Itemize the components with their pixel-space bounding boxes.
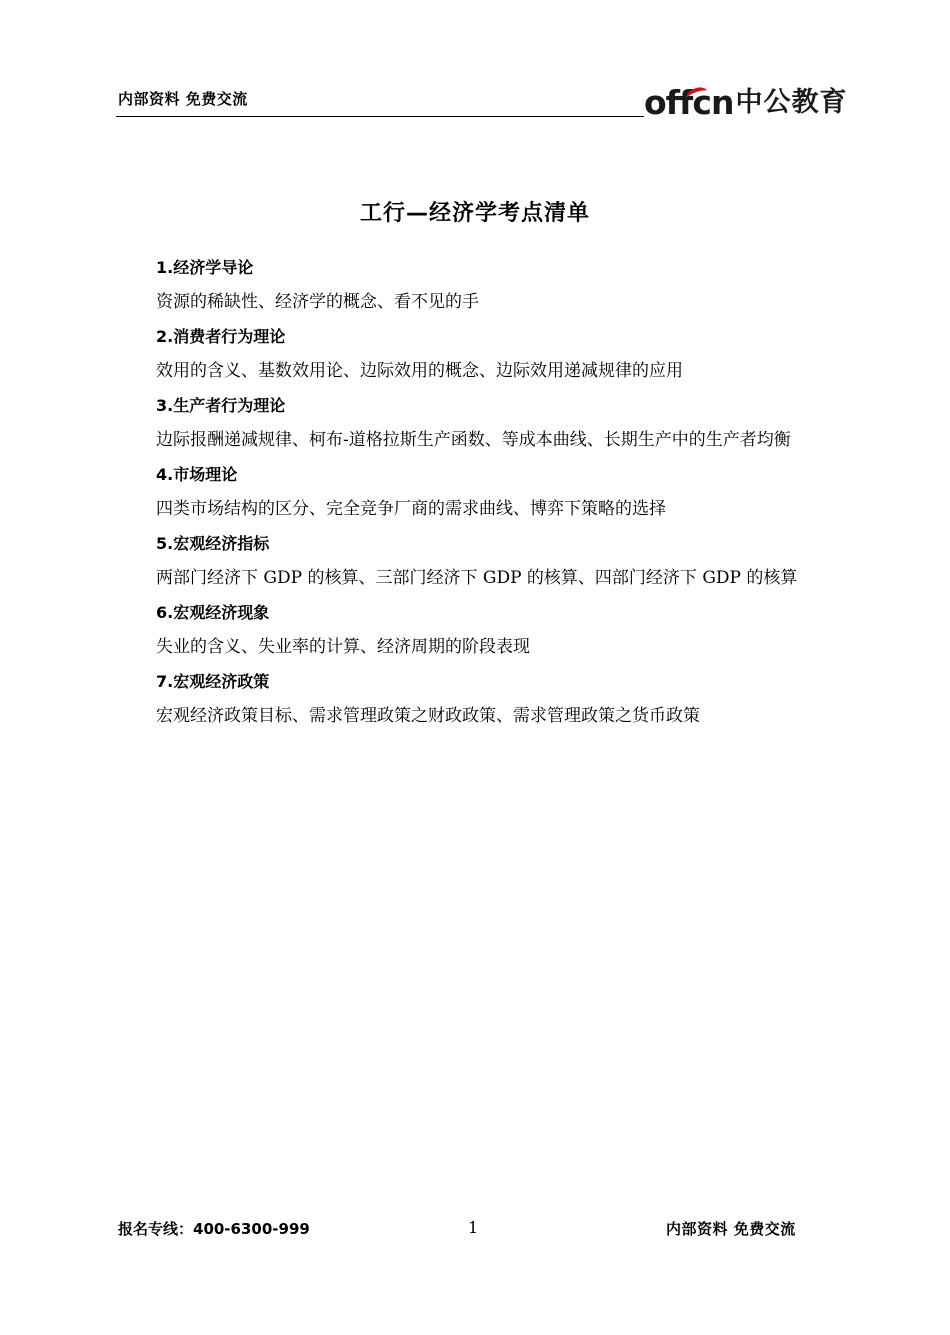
section-title: 1.经济学导论 <box>156 258 254 277</box>
footer-hotline: 报名专线：400-6300-999 <box>118 1220 310 1238</box>
section-title: 6.宏观经济现象 <box>156 603 270 622</box>
section-title: 4.市场理论 <box>156 465 238 484</box>
section-5 <box>118 531 834 593</box>
header-left-text: 内部资料 免费交流 <box>118 90 248 108</box>
section-3 <box>118 393 834 455</box>
document-title: 工行—经济学考点清单 <box>359 201 590 226</box>
section-body: 失业的含义、失业率的计算、经济周期的阶段表现 <box>156 637 530 657</box>
offcn-logo <box>644 76 847 120</box>
section-6 <box>118 600 834 662</box>
section-7 <box>118 669 834 731</box>
logo-english <box>644 83 734 122</box>
logo-chinese-text: 中公教育 <box>735 87 848 118</box>
section-body: 资源的稀缺性、经济学的概念、看不见的手 <box>156 292 479 312</box>
section-body: 效用的含义、基数效用论、边际效用的概念、边际效用递减规律的应用 <box>156 361 683 381</box>
section-list <box>118 255 834 738</box>
footer-right-text: 内部资料 免费交流 <box>666 1220 796 1238</box>
section-body: 边际报酬递减规律、柯布-道格拉斯生产函数、等成本曲线、长期生产中的生产者均衡 <box>156 430 791 450</box>
section-title: 5.宏观经济指标 <box>156 534 270 553</box>
section-4 <box>118 462 834 524</box>
footer-page-number: 1 <box>468 1218 479 1237</box>
section-body: 两部门经济下 GDP 的核算、三部门经济下 GDP 的核算、四部门经济下 GDP 的核算 <box>156 568 798 588</box>
logo-english-text: offcn <box>644 83 734 122</box>
section-2 <box>118 324 834 386</box>
section-title: 3.生产者行为理论 <box>156 396 286 415</box>
section-title: 2.消费者行为理论 <box>156 327 286 346</box>
header-rule <box>116 116 644 117</box>
section-body: 四类市场结构的区分、完全竞争厂商的需求曲线、博弈下策略的选择 <box>156 499 666 519</box>
section-body: 宏观经济政策目标、需求管理政策之财政政策、需求管理政策之货币政策 <box>156 706 700 726</box>
section-1 <box>118 255 834 317</box>
section-title: 7.宏观经济政策 <box>156 672 270 691</box>
